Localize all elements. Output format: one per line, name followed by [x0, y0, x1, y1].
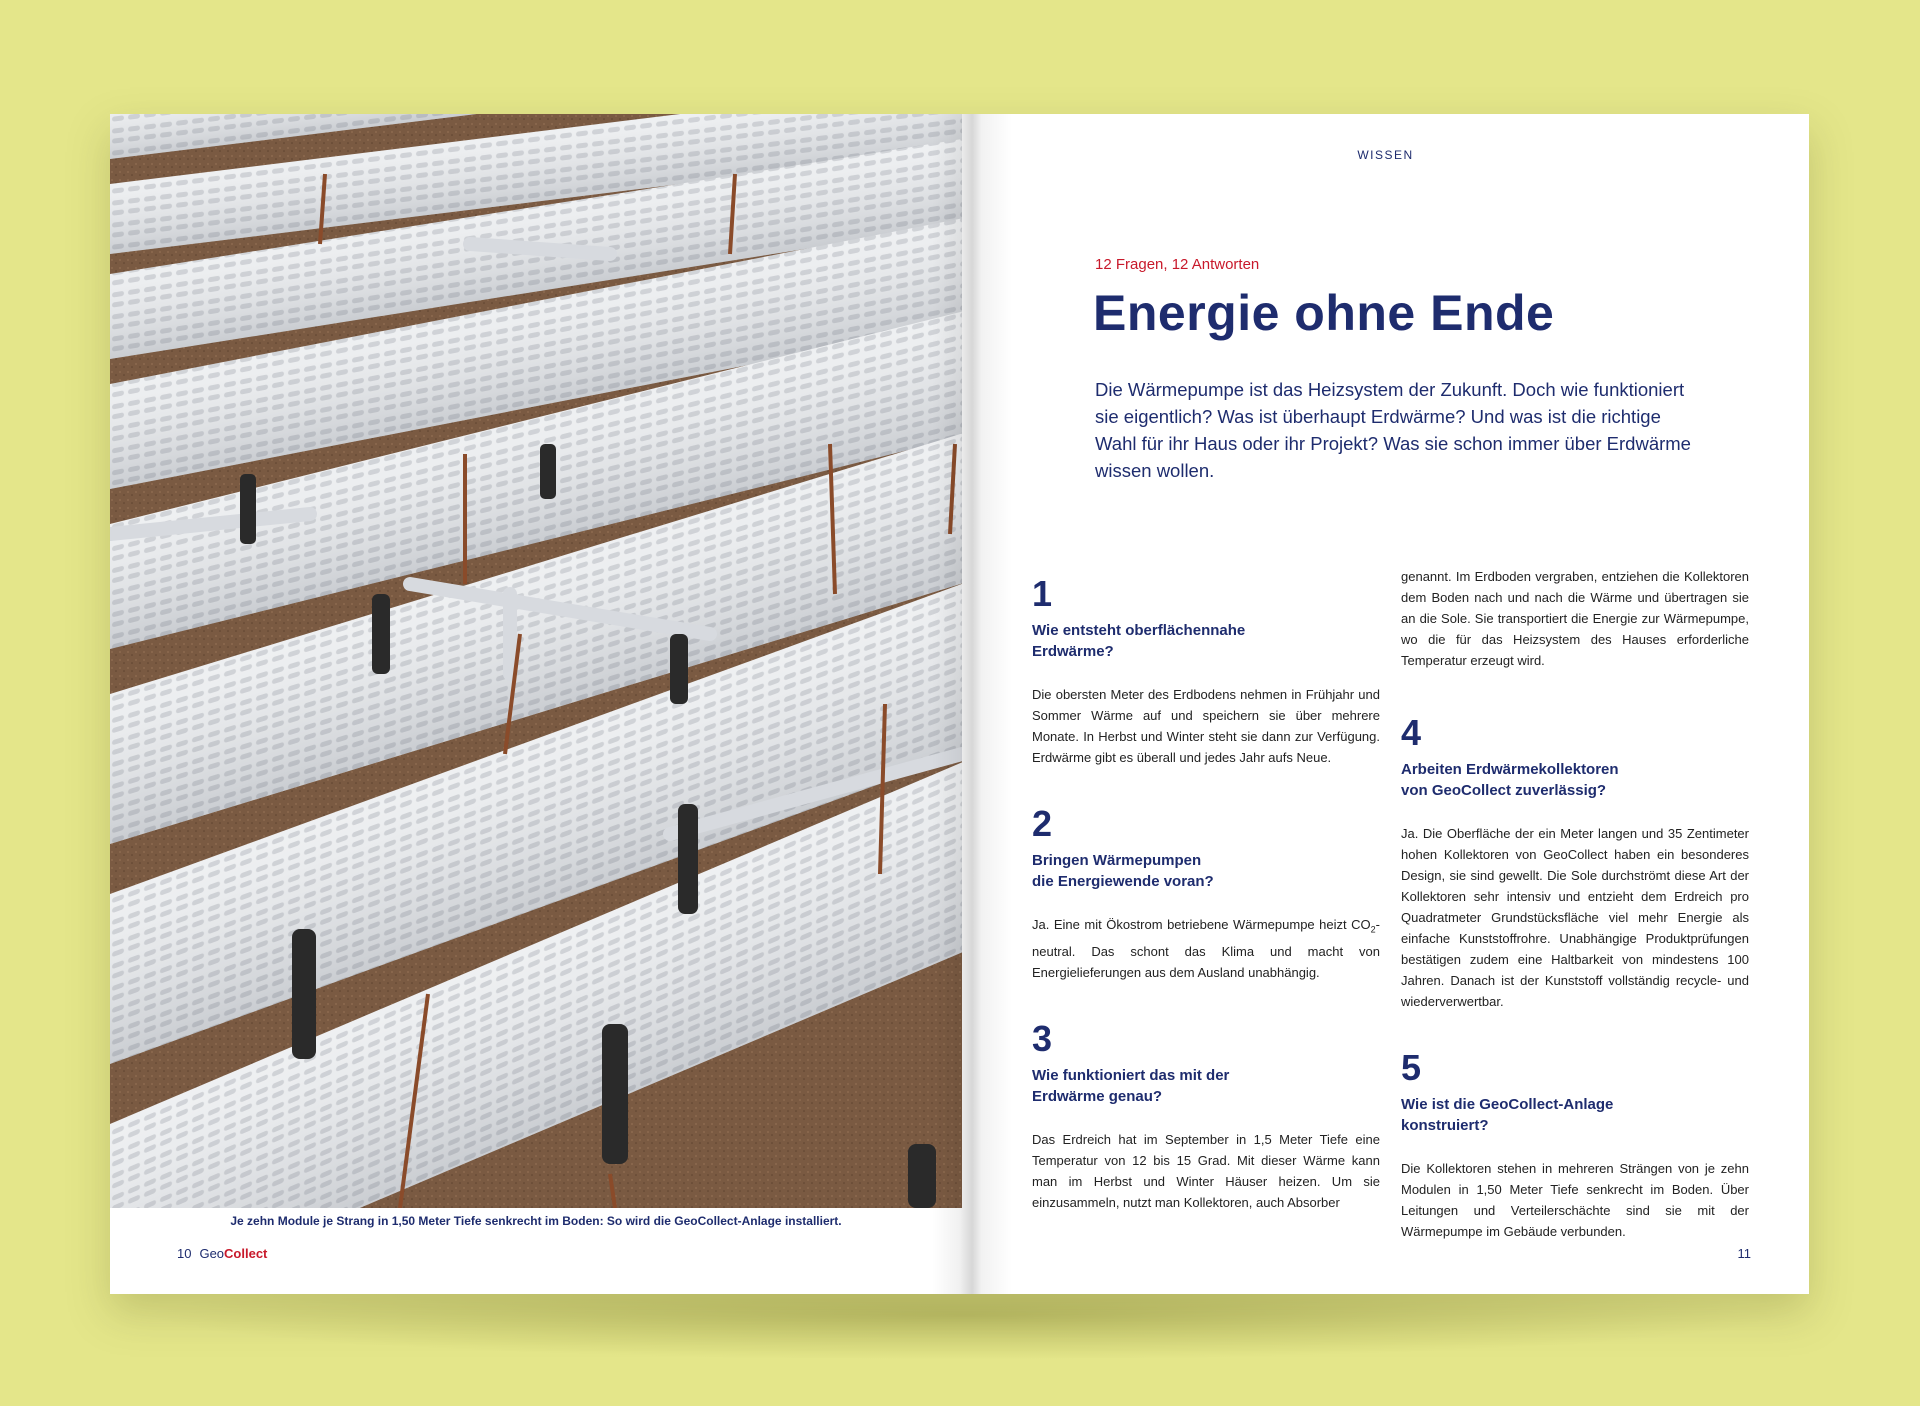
section-label: WISSEN [1357, 148, 1414, 162]
question-block-4 [1401, 713, 1749, 1012]
question-block-2 [1032, 804, 1380, 983]
right-page-number: 11 [1737, 1246, 1751, 1261]
left-page [110, 114, 962, 1294]
text-column-left [1032, 574, 1380, 1213]
subscript-two: 2 [1370, 924, 1376, 935]
question-number: 3 [1032, 1017, 1053, 1059]
intro-paragraph: Die Wärmepumpe ist das Heizsystem der Zukunft. Doch wie funktioniert sie eigentlich? Was ist überhaupt Erdwärme? Und was ist die richtige Wahl für ihr Haus oder ihr Projekt? Was sie schon immer über Erdwärme wissen wollen. [1095, 379, 1691, 481]
question-title: Bringen Wärmepumpen die Energiewende voran? [1032, 852, 1214, 890]
question-answer: Die obersten Meter des Erdbodens nehmen in Frühjahr und Sommer Wärme auf und speichern sie über mehrere Monate. In Herbst und Winter steht sie dann zur Verfügung. Erdwärme gibt es überall und jedes Jahr aufs Neue. [1032, 687, 1380, 765]
answer-text: Ja. Eine mit Ökostrom betriebene Wärmepumpe heizt CO [1032, 917, 1371, 932]
question-block-3 [1032, 1019, 1380, 1213]
left-folio [177, 1246, 267, 1261]
headline: Energie ohne Ende [1093, 285, 1555, 341]
kicker: 12 Fragen, 12 Antworten [1095, 256, 1260, 273]
brand-name-part-2: Collect [224, 1246, 268, 1261]
text-column-right [1401, 566, 1749, 1242]
question-title: Arbeiten Erdwärmekollektoren von GeoCollect zuverlässig? [1401, 761, 1619, 799]
left-page-number: 10 [177, 1246, 192, 1261]
question-title: Wie funktioniert das mit der Erdwärme genau? [1032, 1066, 1230, 1105]
photo-caption: Je zehn Module je Strang in 1,50 Meter Tiefe senkrecht im Boden: So wird die GeoCollect-Anlage installiert. [230, 1214, 842, 1228]
answer-text: -neutral. Das schont das Klima und macht von Energielieferungen aus dem Ausland unabhängig. [1032, 917, 1380, 980]
right-page [962, 114, 1809, 1294]
collector-photo [110, 114, 962, 1208]
magazine-spread [110, 114, 1809, 1294]
brand-name-part-1: Geo [199, 1246, 225, 1261]
question-block-5 [1401, 1048, 1749, 1242]
question-answer: Das Erdreich hat im September in 1,5 Meter Tiefe eine Temperatur von 12 bis 15 Grad. Mit dieser Wärme kann man im Herbst und Winter Häuser heizen. Um sie einzusammeln, nutzt man Kollektoren, auch Absorber [1032, 1131, 1380, 1210]
question-number: 2 [1032, 803, 1053, 844]
question-answer: Ja. Die Oberfläche der ein Meter langen und 35 Zentimeter hohen Kollektoren von GeoCollect haben ein besonderes Design, sie sind gewellt. Die Sole durchströmt diese Art der Kollektoren sehr intensiv und entzieht dem Erdreich pro Quadratmeter Grundstücksfläche viel mehr Energie als einfache Kunststoffrohre. Unabhängige Produktprüfungen bestätigen zudem eine Haltbarkeit von mindestens 100 Jahren. Danach ist der Kunststoff vollständig recycle- und wiederverwertbar. [1401, 826, 1749, 1009]
question-answer: Die Kollektoren stehen in mehreren Strängen von je zehn Modulen in 1,50 Meter Tiefe senkrecht im Boden. Über Leitungen und Verteilerschächte sind sie mit der Wärmepumpe im Gebäude verbunden. [1401, 1161, 1749, 1239]
question-title: Wie entsteht oberflächennahe Erdwärme? [1032, 622, 1246, 660]
question-block-1 [1032, 574, 1380, 768]
question-number: 4 [1401, 712, 1422, 753]
question-number: 5 [1401, 1047, 1422, 1088]
question-title: Wie ist die GeoCollect-Anlage konstruiert? [1401, 1096, 1614, 1134]
question-answer [1032, 914, 1380, 983]
continued-answer: genannt. Im Erdboden vergraben, entziehen die Kollektoren dem Boden nach und nach die Wärme und übertragen sie an die Sole. Sie transportiert die Energie zur Wärmepumpe, wo die für das Heizsystem des Hauses erforderliche Temperatur erzeugt wird. [1401, 569, 1749, 668]
question-number: 1 [1032, 573, 1053, 614]
